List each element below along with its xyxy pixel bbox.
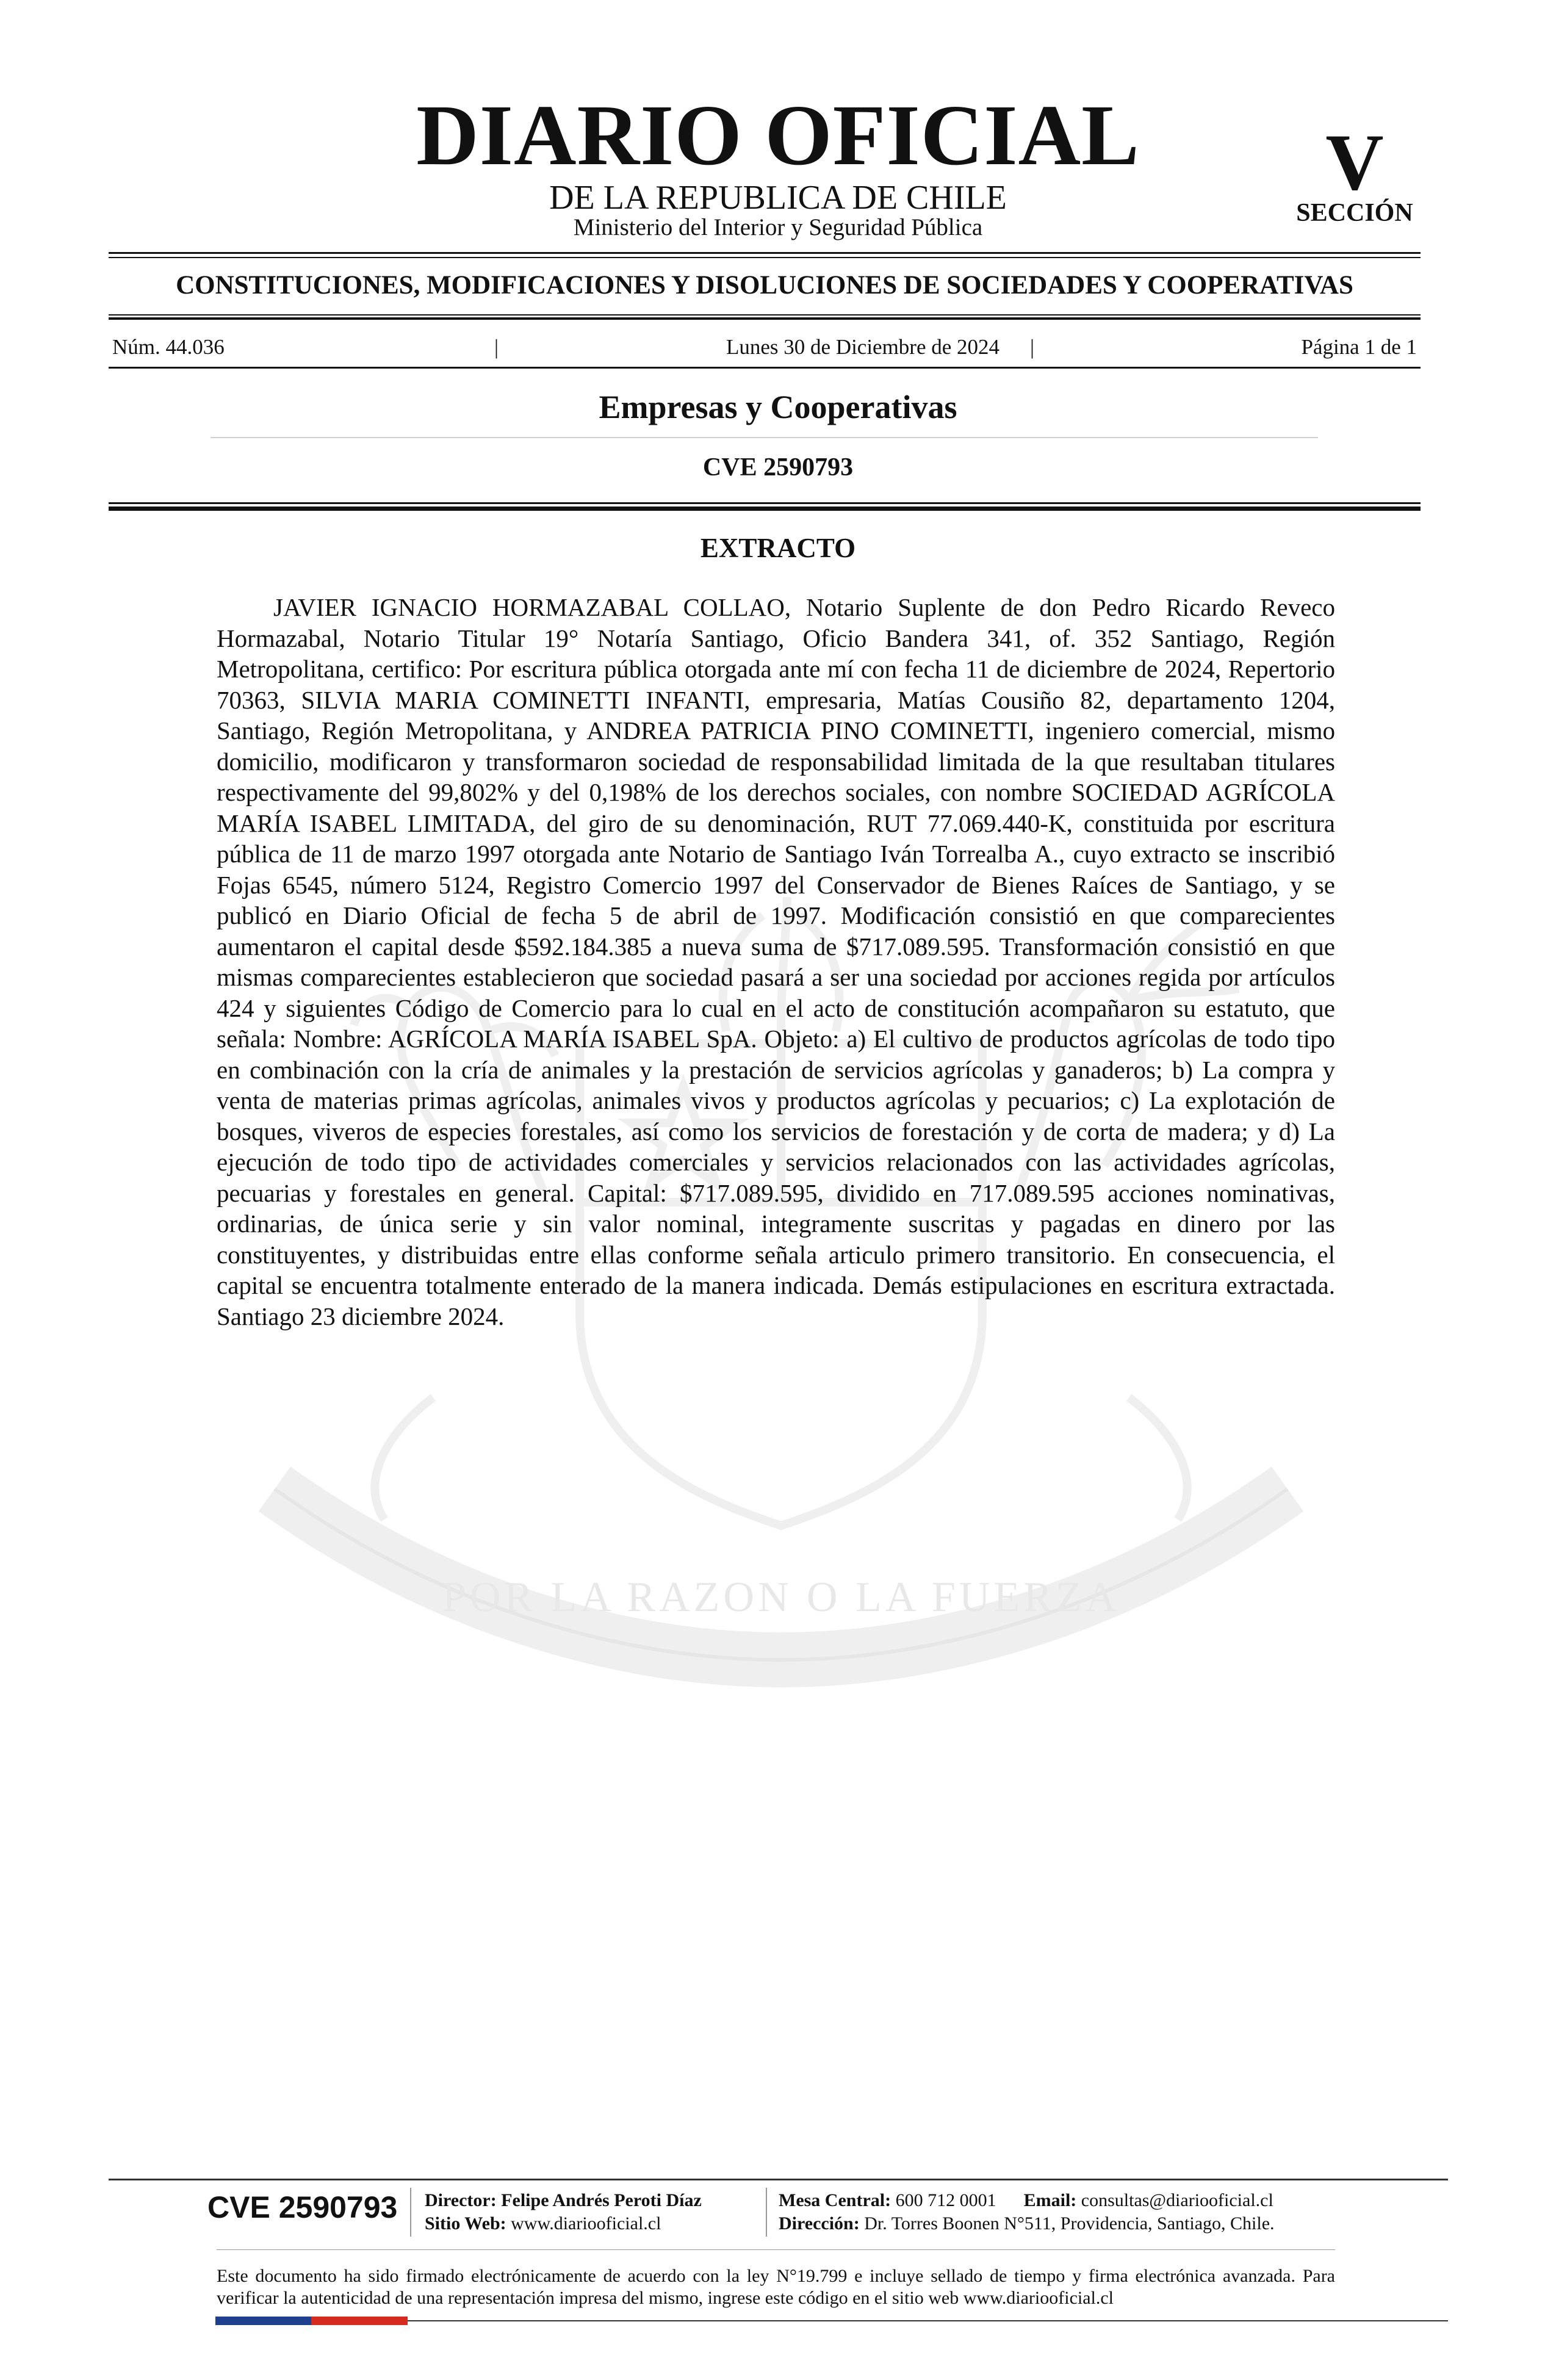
footer-contact bbox=[779, 2189, 1273, 2212]
watermark-motto: POR LA RAZON O LA FUERZA bbox=[442, 1574, 1120, 1621]
email-label: Email: bbox=[1023, 2190, 1077, 2210]
banner-rule bbox=[109, 314, 1421, 316]
footer-top-rule bbox=[109, 2179, 1448, 2180]
content-rule-thick bbox=[109, 507, 1421, 511]
mesa-phone: 600 712 0001 bbox=[895, 2190, 996, 2210]
website-label: Sitio Web: bbox=[425, 2213, 506, 2234]
cve-code: CVE 2590793 bbox=[702, 453, 854, 481]
flag-stripe-blue bbox=[215, 2317, 311, 2325]
footer-director bbox=[425, 2189, 702, 2212]
flag-stripe-red bbox=[311, 2317, 408, 2325]
section-letter: V bbox=[1325, 117, 1384, 207]
document-title: EXTRACTO bbox=[700, 533, 856, 563]
content-rule bbox=[109, 502, 1421, 504]
document-body: JAVIER IGNACIO HORMAZABAL COLLAO, Notario Suplente de don Pedro Ricardo Reveco Hormazabal, Notario Titular 19° Notaría Santiago, Oficio Bandera 341, of. 352 Santiago, Región Metropolitana, certifico: Por escritura pública otorgada ante mí con fecha 11 de diciembre de 2024, Repertorio 70363, SILVIA MARIA COMINETTI INFANTI, empresaria, Matías Cousiño 82, departamento 1204, Santiago, Región Metropolitana, y ANDREA PATRICIA PINO COMINETTI, ingeniero comercial, mismo domicilio, modificaron y transformaron sociedad de responsabilidad limitada de la que resultaban titulares respectivamente del 99,802% y del 0,198% de los derechos sociales, con nombre SOCIEDAD AGRÍCOLA MARÍA ISABEL LIMITADA, del giro de su denominación, RUT 77.069.440-K, constituida por escritura pública de 11 de marzo 1997 otorgada ante Notario de Santiago Iván Torrealba A., cuyo extracto se inscribió Fojas 6545, número 5124, Registro Comercio 1997 del Conservador de Bienes Raíces de Santiago, y se publicó en Diario Oficial de fecha 5 de abril de 1997. Modificación consistió en que comparecientes aumentaron el capital desde $592.184.385 a nueva suma de $717.089.595. Transformación consistió en que mismas comparecientes establecieron que sociedad pasará a ser una sociedad por acciones regida por artículos 424 y siguientes Código de Comercio para lo cual en el acto de constitución acompañaron su estatuto, que señala: Nombre: AGRÍCOLA MARÍA ISABEL SpA. Objeto: a) El cultivo de productos agrícolas de todo tipo en combinación con la cría de animales y la prestación de servicios agrícolas y ganaderos; b) La compra y venta de materias primas agrícolas, animales vivos y productos agrícolas y pecuarios; c) La explotación de bosques, viveros de especies forestales, así como los servicios de forestación y de corta de madera; y d) La ejecución de todo tipo de actividades comerciales y servicios relacionados con las actividades agrícolas, pecuarias y forestales en general. Capital: $717.089.595, dividido en 717.089.595 acciones nominativas, ordinarias, de única serie y sin valor nominal, integramente suscritas y pagadas en dinero por las constituyentes, y distribuidas entre ellas conforme señala articulo primero transitorio. En consecuencia, el capital se encuentra totalmente enterado de la manera indicada. Demás estipulaciones en escritura extractada. Santiago 23 diciembre 2024. bbox=[217, 593, 1335, 1330]
issue-rule bbox=[109, 367, 1421, 369]
page-count: Página 1 de 1 bbox=[1301, 335, 1417, 359]
address-label: Dirección: bbox=[779, 2213, 860, 2234]
newspaper-subtitle: DE LA REPUBLICA DE CHILE bbox=[549, 179, 1007, 217]
director-label: Director: bbox=[425, 2190, 497, 2210]
ministry-line: Ministerio del Interior y Seguridad Pública bbox=[573, 214, 983, 240]
footer-address bbox=[779, 2212, 1275, 2235]
footer-website bbox=[425, 2212, 661, 2235]
website-link[interactable]: www.diariooficial.cl bbox=[511, 2213, 661, 2234]
issue-separator: | bbox=[1030, 335, 1035, 359]
mesa-label: Mesa Central: bbox=[779, 2190, 891, 2210]
section-word: SECCIÓN bbox=[1296, 199, 1413, 227]
address-value: Dr. Torres Boonen N°511, Providencia, Santiago, Chile. bbox=[864, 2213, 1275, 2234]
section-title: Empresas y Cooperativas bbox=[599, 389, 957, 425]
issue-number: Núm. 44.036 bbox=[112, 335, 225, 359]
newspaper-title: DIARIO OFICIAL bbox=[416, 87, 1140, 183]
section-banner: CONSTITUCIONES, MODIFICACIONES Y DISOLUCIONES DE SOCIEDADES Y COOPERATIVAS bbox=[176, 271, 1353, 300]
director-name: Felipe Andrés Peroti Díaz bbox=[501, 2190, 702, 2210]
issue-info-row bbox=[109, 334, 1421, 361]
footer-divider bbox=[410, 2188, 411, 2237]
issue-date: Lunes 30 de Diciembre de 2024 bbox=[726, 335, 1000, 359]
masthead-rule bbox=[109, 252, 1421, 254]
masthead-rule-thin bbox=[109, 257, 1421, 258]
footer-divider bbox=[766, 2188, 767, 2237]
issue-separator: | bbox=[494, 335, 499, 359]
email-link[interactable]: consultas@diariooficial.cl bbox=[1081, 2190, 1273, 2210]
footer-bottom-rule bbox=[408, 2320, 1448, 2321]
banner-rule-thick bbox=[109, 317, 1421, 320]
footer-mid-rule bbox=[217, 2249, 1335, 2250]
footer-cve-code: CVE 2590793 bbox=[207, 2190, 398, 2224]
footer-legal-note: Este documento ha sido firmado electrónicamente de acuerdo con la ley N°19.799 e incluye sellado de tiempo y firma electrónica avanzada. Para verificar la autenticidad de una representación impresa del mismo, ingrese este código en el sitio web www.diariooficial.cl bbox=[217, 2266, 1335, 2308]
section-title-rule bbox=[211, 437, 1318, 438]
